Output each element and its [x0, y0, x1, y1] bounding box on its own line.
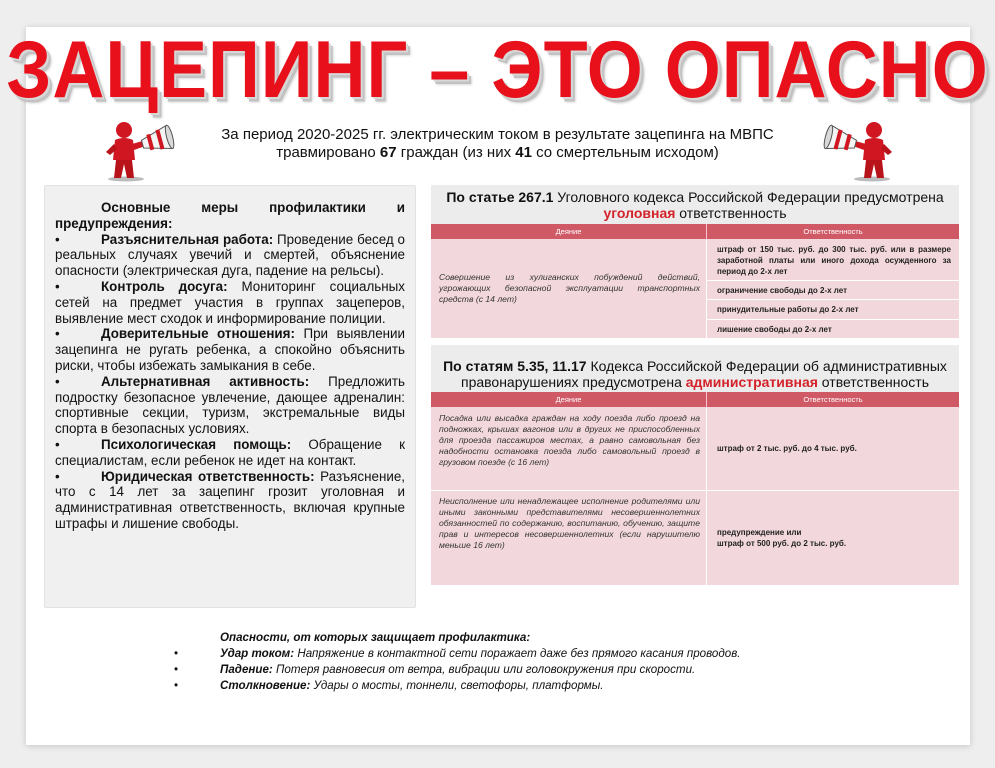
- act-cell: [431, 491, 707, 585]
- criminal-liability-table: [431, 185, 959, 338]
- danger-label: Падение:: [220, 663, 273, 676]
- administrative-liability-heading: [431, 345, 959, 392]
- dead-count: 41: [515, 144, 532, 161]
- red-figure-megaphone-icon: [818, 120, 896, 182]
- heading-tail: ответственность: [675, 205, 787, 221]
- measure-item: [55, 437, 405, 469]
- measure-item: [55, 326, 405, 373]
- measure-text: Обращение к специалистам, если ребенок не идет на контакт.: [55, 436, 406, 468]
- measure-label: Контроль досуга:: [101, 278, 228, 294]
- measure-item: [55, 232, 405, 279]
- responsibility-cell: [707, 239, 959, 338]
- table-row: [431, 491, 959, 585]
- measure-text: Мониторинг социальных сетей на предмет участия в группах зацеперов, выявление мест сходок и информирование полиции.: [55, 278, 405, 326]
- prevention-measures-box: [44, 185, 416, 608]
- table-row: [431, 239, 959, 338]
- measure-label: Альтернативная активность:: [101, 373, 310, 389]
- measure-label: Доверительные отношения:: [101, 326, 295, 342]
- penalty-item: штраф от 150 тыс. руб. до 300 тыс. руб. или в размере заработной платы или иного дохода осужденного за период до 2-х лет: [707, 241, 959, 281]
- penalty-item: принудительные работы до 2-х лет: [707, 300, 959, 320]
- column-header-responsibility: Ответственность: [803, 227, 863, 236]
- act-text: Посадка или высадка граждан на ходу поезда либо проезд на подножках, крышах вагонов или в других не приспособленных для проезда пассажиров местах, а равно самовольная без надобности остановка поезда либо самовольный проезд в грузовом поезде (с 16 лет): [439, 413, 700, 467]
- bullet: •: [174, 663, 179, 676]
- measure-label: Психологическая помощь:: [101, 436, 292, 452]
- measures-title-line2: предупреждения:: [55, 215, 173, 231]
- heading-text: Уголовного кодекса Российской Федерации предусмотрена: [553, 189, 944, 205]
- penalty-item: лишение свободы до 2-х лет: [717, 325, 832, 334]
- heading-tail: ответственность: [817, 374, 929, 390]
- liability-type: уголовная: [603, 205, 676, 221]
- responsibility-cell: [707, 407, 959, 490]
- measure-text: При выявлении зацепинга не ругать ребенка, а спокойно объяснить риски, чтобы избежать замыкания в себе.: [55, 326, 405, 373]
- column-header-act: Деяние: [431, 224, 707, 239]
- table-header-row: [431, 224, 959, 239]
- table-row: [431, 407, 959, 491]
- measure-text: Предложить подростку безопасное увлечение, дающее адреналин: спортивные секции, туризм, экстремальные виды спорта в безопасных условиях.: [55, 373, 405, 437]
- table-header-row: [431, 392, 959, 407]
- danger-item: [172, 662, 822, 678]
- danger-label: Удар током:: [220, 647, 295, 660]
- subtitle-text-pre: За период 2020-2025 гг. электрическим током в результате зацепинга на МВПС травмировано: [221, 126, 774, 161]
- bullet: •: [55, 468, 60, 484]
- bullet: •: [174, 647, 179, 660]
- danger-text: Напряжение в контактной сети поражает даже без прямого касания проводов.: [294, 647, 741, 660]
- liability-type: административная: [685, 374, 818, 390]
- measure-text: Разъяснение, что с 14 лет за зацепинг грозит уголовная и административная ответственность, включая крупные штрафы и лишение свободы.: [55, 468, 405, 531]
- penalty-item: предупреждение или: [717, 528, 802, 537]
- measure-item: [55, 374, 405, 437]
- bullet: •: [55, 278, 60, 294]
- penalty-item: штраф от 500 руб. до 2 тыс. руб.: [717, 539, 847, 548]
- danger-label: Столкновение:: [220, 679, 311, 692]
- act-cell: [431, 239, 707, 338]
- bullet: •: [55, 373, 60, 389]
- dangers-list: [172, 630, 822, 694]
- measure-item: [55, 279, 405, 326]
- subtitle-text-post: со смертельным исходом): [531, 144, 719, 161]
- red-figure-megaphone-icon: [102, 120, 180, 182]
- act-cell: [431, 407, 707, 490]
- bullet: •: [55, 326, 60, 342]
- heading-text: Кодекса Российской Федерации об административных правонарушениях предусмотрена: [460, 358, 947, 390]
- measures-title-line1: Основные меры профилактики и: [101, 200, 405, 215]
- penalty-item: ограничение свободы до 2-х лет: [707, 281, 959, 300]
- column-header-act: Деяние: [431, 392, 707, 407]
- subtitle-text-mid: граждан (из них: [396, 144, 516, 161]
- penalty-item: штраф от 2 тыс. руб. до 4 тыс. руб.: [717, 444, 857, 453]
- dangers-title: Опасности, от которых защищает профилактика:: [220, 631, 531, 644]
- administrative-liability-table: [431, 345, 959, 585]
- poster-title: ЗАЦЕПИНГ – ЭТО ОПАСНО: [6, 25, 989, 115]
- act-text: Совершение из хулиганских побуждений действий, угрожающих безопасной эксплуатации транспортных средств (с 14 лет): [439, 272, 700, 304]
- article-number: По статье 267.1: [446, 189, 554, 205]
- column-header-responsibility: Ответственность: [803, 395, 863, 404]
- injured-count: 67: [379, 144, 397, 161]
- article-number: По статям 5.35, 11.17: [443, 358, 587, 374]
- measure-label: Разъяснительная работа:: [101, 231, 274, 247]
- danger-item: [172, 646, 822, 662]
- measure-item: [55, 469, 405, 532]
- danger-text: Удары о мосты, тоннели, светофоры, платформы.: [310, 679, 604, 692]
- measure-label: Юридическая ответственность:: [101, 468, 315, 484]
- bullet: •: [174, 679, 179, 692]
- responsibility-cell: [707, 491, 959, 585]
- act-text: Неисполнение или ненадлежащее исполнение родителями или иными законными представителями несовершеннолетних обязанностей по содержанию, воспитанию, обучению, защите прав и интересов несовершеннолетних (если нарушителю меньше 16 лет): [439, 496, 700, 550]
- danger-text: Потеря равновесия от ветра, вибрации или головокружения при скорости.: [272, 663, 696, 676]
- criminal-liability-heading: [431, 185, 959, 224]
- measure-text: Проведение бесед о реальных случаях увечий и смертей, объяснение опасности (электрическая дуга, падение на рельсы).: [55, 231, 405, 279]
- bullet: •: [55, 436, 60, 452]
- danger-item: [172, 678, 822, 694]
- statistics-subtitle: [190, 126, 805, 162]
- bullet: •: [55, 231, 60, 247]
